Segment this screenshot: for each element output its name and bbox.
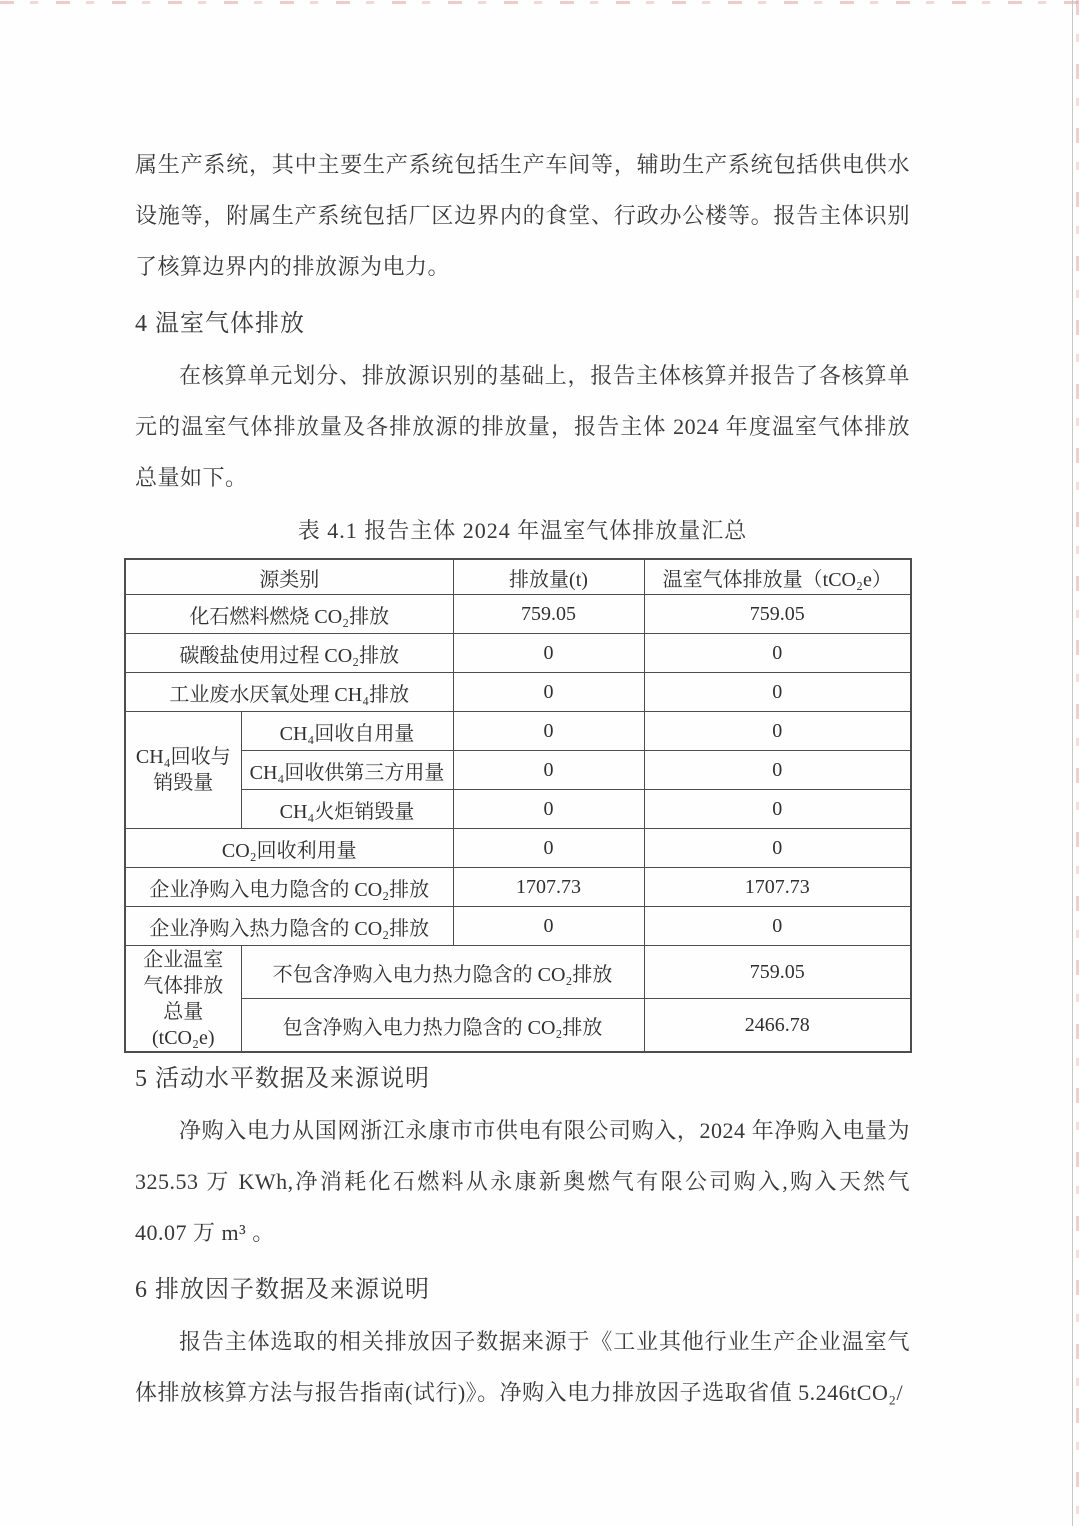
cell-emission-co2e: 0 [644,907,911,946]
cell-row-label: 碳酸盐使用过程 CO₂排放 [125,634,453,673]
cell-emission-co2e: 0 [644,712,911,751]
section-4-heading: 4 温室气体排放 [135,311,305,337]
scan-edge-marks-top [0,1,1080,4]
table-header-row [125,559,911,595]
table-row [125,907,911,946]
ch4-group-label-line: 销毁量 [153,772,214,794]
scan-edge-marks-right [1076,0,1079,1526]
cell-emission-co2e: 0 [644,634,911,673]
cell-row-label: 企业净购入电力隐含的 CO₂排放 [125,868,453,907]
cell-row-label: 工业废水厌氧处理 CH₄排放 [125,673,453,712]
cell-emission-t: 759.05 [453,595,644,634]
cell-emission-t: 0 [453,712,644,751]
header-emission-t: 排放量(t) [453,559,644,595]
table-row [125,634,911,673]
cell-emission-t: 0 [453,829,644,868]
cell-total-value: 759.05 [644,946,911,999]
header-emission-co2e: 温室气体排放量（tCO₂e） [644,559,911,595]
cell-emission-co2e: 0 [644,673,911,712]
table-row [125,790,911,829]
cell-emission-t: 1707.73 [453,868,644,907]
cell-row-label: 包含净购入电力热力隐含的 CO₂排放 [241,999,644,1053]
total-group-label-line: 总量 [163,1000,204,1023]
ghg-emissions-summary-table [124,558,912,1053]
section-5-paragraph: 净购入电力从国网浙江永康市市供电有限公司购入，2024 年净购入电量为 325.53 万 KWh,净消耗化石燃料从永康新奥燃气有限公司购入,购入天然气 40.07 万 m³ 。 [135,1118,910,1245]
total-group-label [125,946,241,1053]
cell-row-label: CH₄回收供第三方用量 [241,751,453,790]
table-row [125,946,911,999]
section-4-paragraph: 在核算单元划分、排放源识别的基础上，报告主体核算并报告了各核算单元的温室气体排放量及各排放源的排放量，报告主体 2024 年度温室气体排放总量如下。 [135,363,910,490]
total-group-label-line: (tCO₂e) [151,1026,215,1049]
table-row [125,868,911,907]
section-5-heading: 5 活动水平数据及来源说明 [135,1066,430,1092]
cell-row-label: 不包含净购入电力热力隐含的 CO₂排放 [241,946,644,999]
cell-row-label: CH₄火炬销毁量 [241,790,453,829]
table-row [125,999,911,1053]
paragraph-production-systems: 属生产系统，其中主要生产系统包括生产车间等，辅助生产系统包括供电供水设施等，附属生产系统包括厂区边界内的食堂、行政办公楼等。报告主体识别了核算边界内的排放源为电力。 [135,152,910,279]
table-row [125,595,911,634]
cell-emission-t: 0 [453,907,644,946]
cell-emission-co2e: 0 [644,790,911,829]
ch4-group-label-line: CH₄回收与 [135,746,231,768]
cell-emission-co2e: 1707.73 [644,868,911,907]
section-6-paragraph: 报告主体选取的相关排放因子数据来源于《工业其他行业生产企业温室气体排放核算方法与报告指南(试行)》。净购入电力排放因子选取省值 5.246tCO₂/ [135,1329,910,1405]
table-row [125,829,911,868]
cell-emission-co2e: 0 [644,829,911,868]
total-group-label-line: 气体排放 [143,974,224,997]
table-row [125,751,911,790]
cell-emission-t: 0 [453,790,644,829]
cell-row-label: 企业净购入热力隐含的 CO₂排放 [125,907,453,946]
table-4-1-title: 表 4.1 报告主体 2024 年温室气体排放量汇总 [297,518,748,543]
table-row [125,712,911,751]
ch4-group-label [125,712,241,829]
cell-total-value: 2466.78 [644,999,911,1053]
cell-row-label: CO₂回收利用量 [125,829,453,868]
table-row [125,673,911,712]
total-group-label-line: 企业温室 [143,948,224,971]
cell-emission-co2e: 0 [644,751,911,790]
cell-emission-co2e: 759.05 [644,595,911,634]
cell-emission-t: 0 [453,673,644,712]
cell-emission-t: 0 [453,751,644,790]
cell-row-label: 化石燃料燃烧 CO₂排放 [125,595,453,634]
section-6-heading: 6 排放因子数据及来源说明 [135,1277,430,1303]
cell-row-label: CH₄回收自用量 [241,712,453,751]
header-source-category: 源类别 [125,559,453,595]
page-edge-line [1072,0,1073,1526]
cell-emission-t: 0 [453,634,644,673]
